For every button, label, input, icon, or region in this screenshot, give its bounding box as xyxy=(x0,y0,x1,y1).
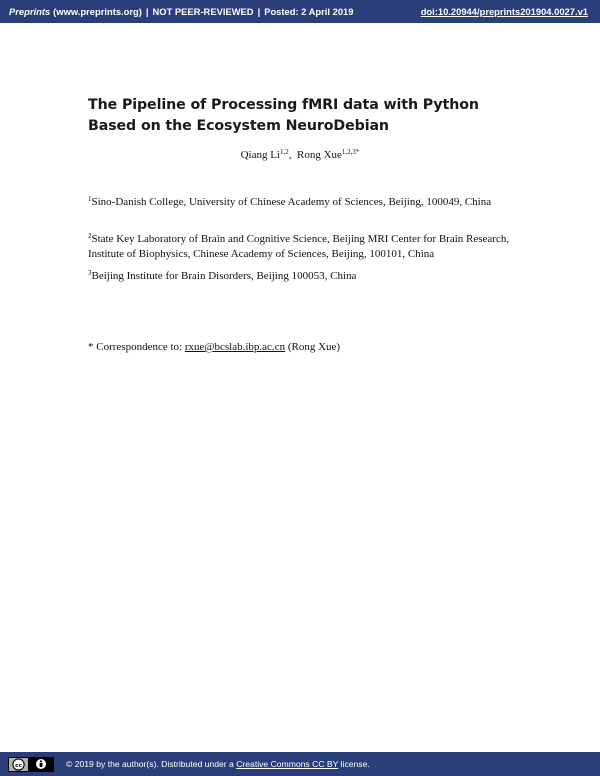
doi-link[interactable]: doi:10.20944/preprints201904.0027.v1 xyxy=(420,6,588,17)
site-url-link[interactable]: (www.preprints.org) xyxy=(53,6,142,17)
cc-by-license-link[interactable]: Creative Commons CC BY xyxy=(236,759,339,769)
header-separator: | xyxy=(145,6,149,17)
affiliation-marker: 1 xyxy=(88,195,92,203)
svg-text:cc: cc xyxy=(15,762,22,769)
header-separator: | xyxy=(257,6,261,17)
affiliation-marker: 2 xyxy=(88,232,92,240)
attribution-person-icon xyxy=(35,758,47,770)
cc-by-badge-icon[interactable] xyxy=(8,757,54,772)
license-footer-bar xyxy=(0,752,600,776)
affiliation-text: Beijing Institute for Brain Disorders, Beijing 100053, China xyxy=(91,270,357,282)
author-name: Qiang Li xyxy=(240,149,280,161)
affiliation-text: State Key Laboratory of Brain and Cognitive Science, Beijing MRI Center for Brain Research, Institute of Biophysics, Chinese Academy of Sciences, Beijing, 100101, China xyxy=(88,233,510,260)
correspondence-prefix: * Correspondence to: xyxy=(88,341,183,353)
copyright-text: © 2019 by the author(s). Distributed under a xyxy=(66,759,234,769)
affiliation-3 xyxy=(88,269,518,284)
affiliation-marker: 3 xyxy=(88,269,92,277)
author-name: Rong Xue xyxy=(297,149,342,161)
correspondence-line xyxy=(88,340,518,354)
license-suffix: license. xyxy=(340,759,370,769)
author-line: Qiang Li$^{1,2}$, Rong Xue$^{1,2,3*}$ xyxy=(240,148,360,161)
preprints-brand: Preprints xyxy=(9,6,51,17)
peer-review-status: NOT PEER-REVIEWED xyxy=(152,6,254,17)
posted-date: Posted: 2 April 2019 xyxy=(264,6,354,17)
cc-circle-icon xyxy=(12,758,25,771)
preprint-header-bar xyxy=(0,0,600,23)
affiliation-2 xyxy=(88,232,518,261)
correspondence-email-link[interactable]: rxue@bcslab.ibp.ac.cn xyxy=(184,341,286,353)
correspondence-suffix: (Rong Xue) xyxy=(287,341,341,353)
paper-title: The Pipeline of Processing fMRI data with Python Based on the Ecosystem NeuroDebian xyxy=(88,97,479,134)
license-statement xyxy=(66,759,370,769)
affiliation-text: Sino-Danish College, University of Chinese Academy of Sciences, Beijing, 100049, China xyxy=(91,196,492,208)
affiliation-1 xyxy=(88,195,518,210)
author-affiliation-marker: 1,2 xyxy=(280,148,289,156)
author-affiliation-marker: 1,2,3* xyxy=(341,148,360,156)
